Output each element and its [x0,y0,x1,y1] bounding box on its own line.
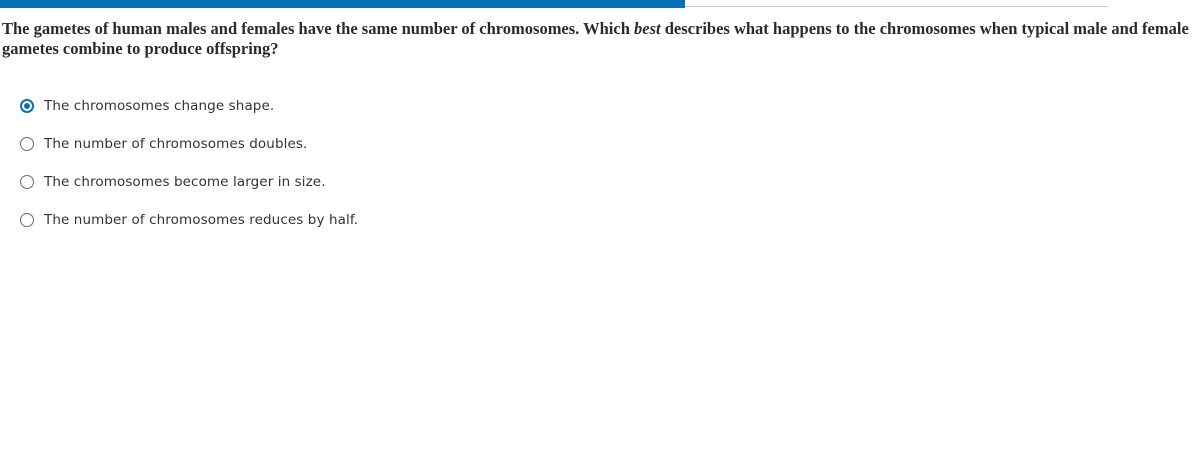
answer-option-1[interactable] [20,96,358,116]
question-line-2: gametes combine to produce offspring? [2,39,279,58]
answer-option-4[interactable] [20,210,358,230]
radio-button-1[interactable] [20,99,34,113]
answer-option-label-3: The chromosomes become larger in size. [44,174,326,190]
question-line-1 [2,19,1202,39]
answer-option-label-1: The chromosomes change shape. [44,98,275,114]
answer-option-label-2: The number of chromosomes doubles. [44,136,308,152]
answer-option-2[interactable] [20,134,358,154]
question-text-part-2: describes what happens to the chromosomes when typical male and female [660,19,1189,38]
answer-options [20,96,358,248]
question-text [2,19,1202,59]
answer-option-label-4: The number of chromosomes reduces by half. [44,212,359,228]
radio-button-4[interactable] [20,213,34,227]
progress-bar-fill [0,0,685,8]
question-text-part-1: The gametes of human males and females have the same number of chromosomes. Which [2,19,635,38]
answer-option-3[interactable] [20,172,358,192]
question-emphasis: best [634,19,661,38]
radio-button-2[interactable] [20,137,34,151]
radio-button-3[interactable] [20,175,34,189]
